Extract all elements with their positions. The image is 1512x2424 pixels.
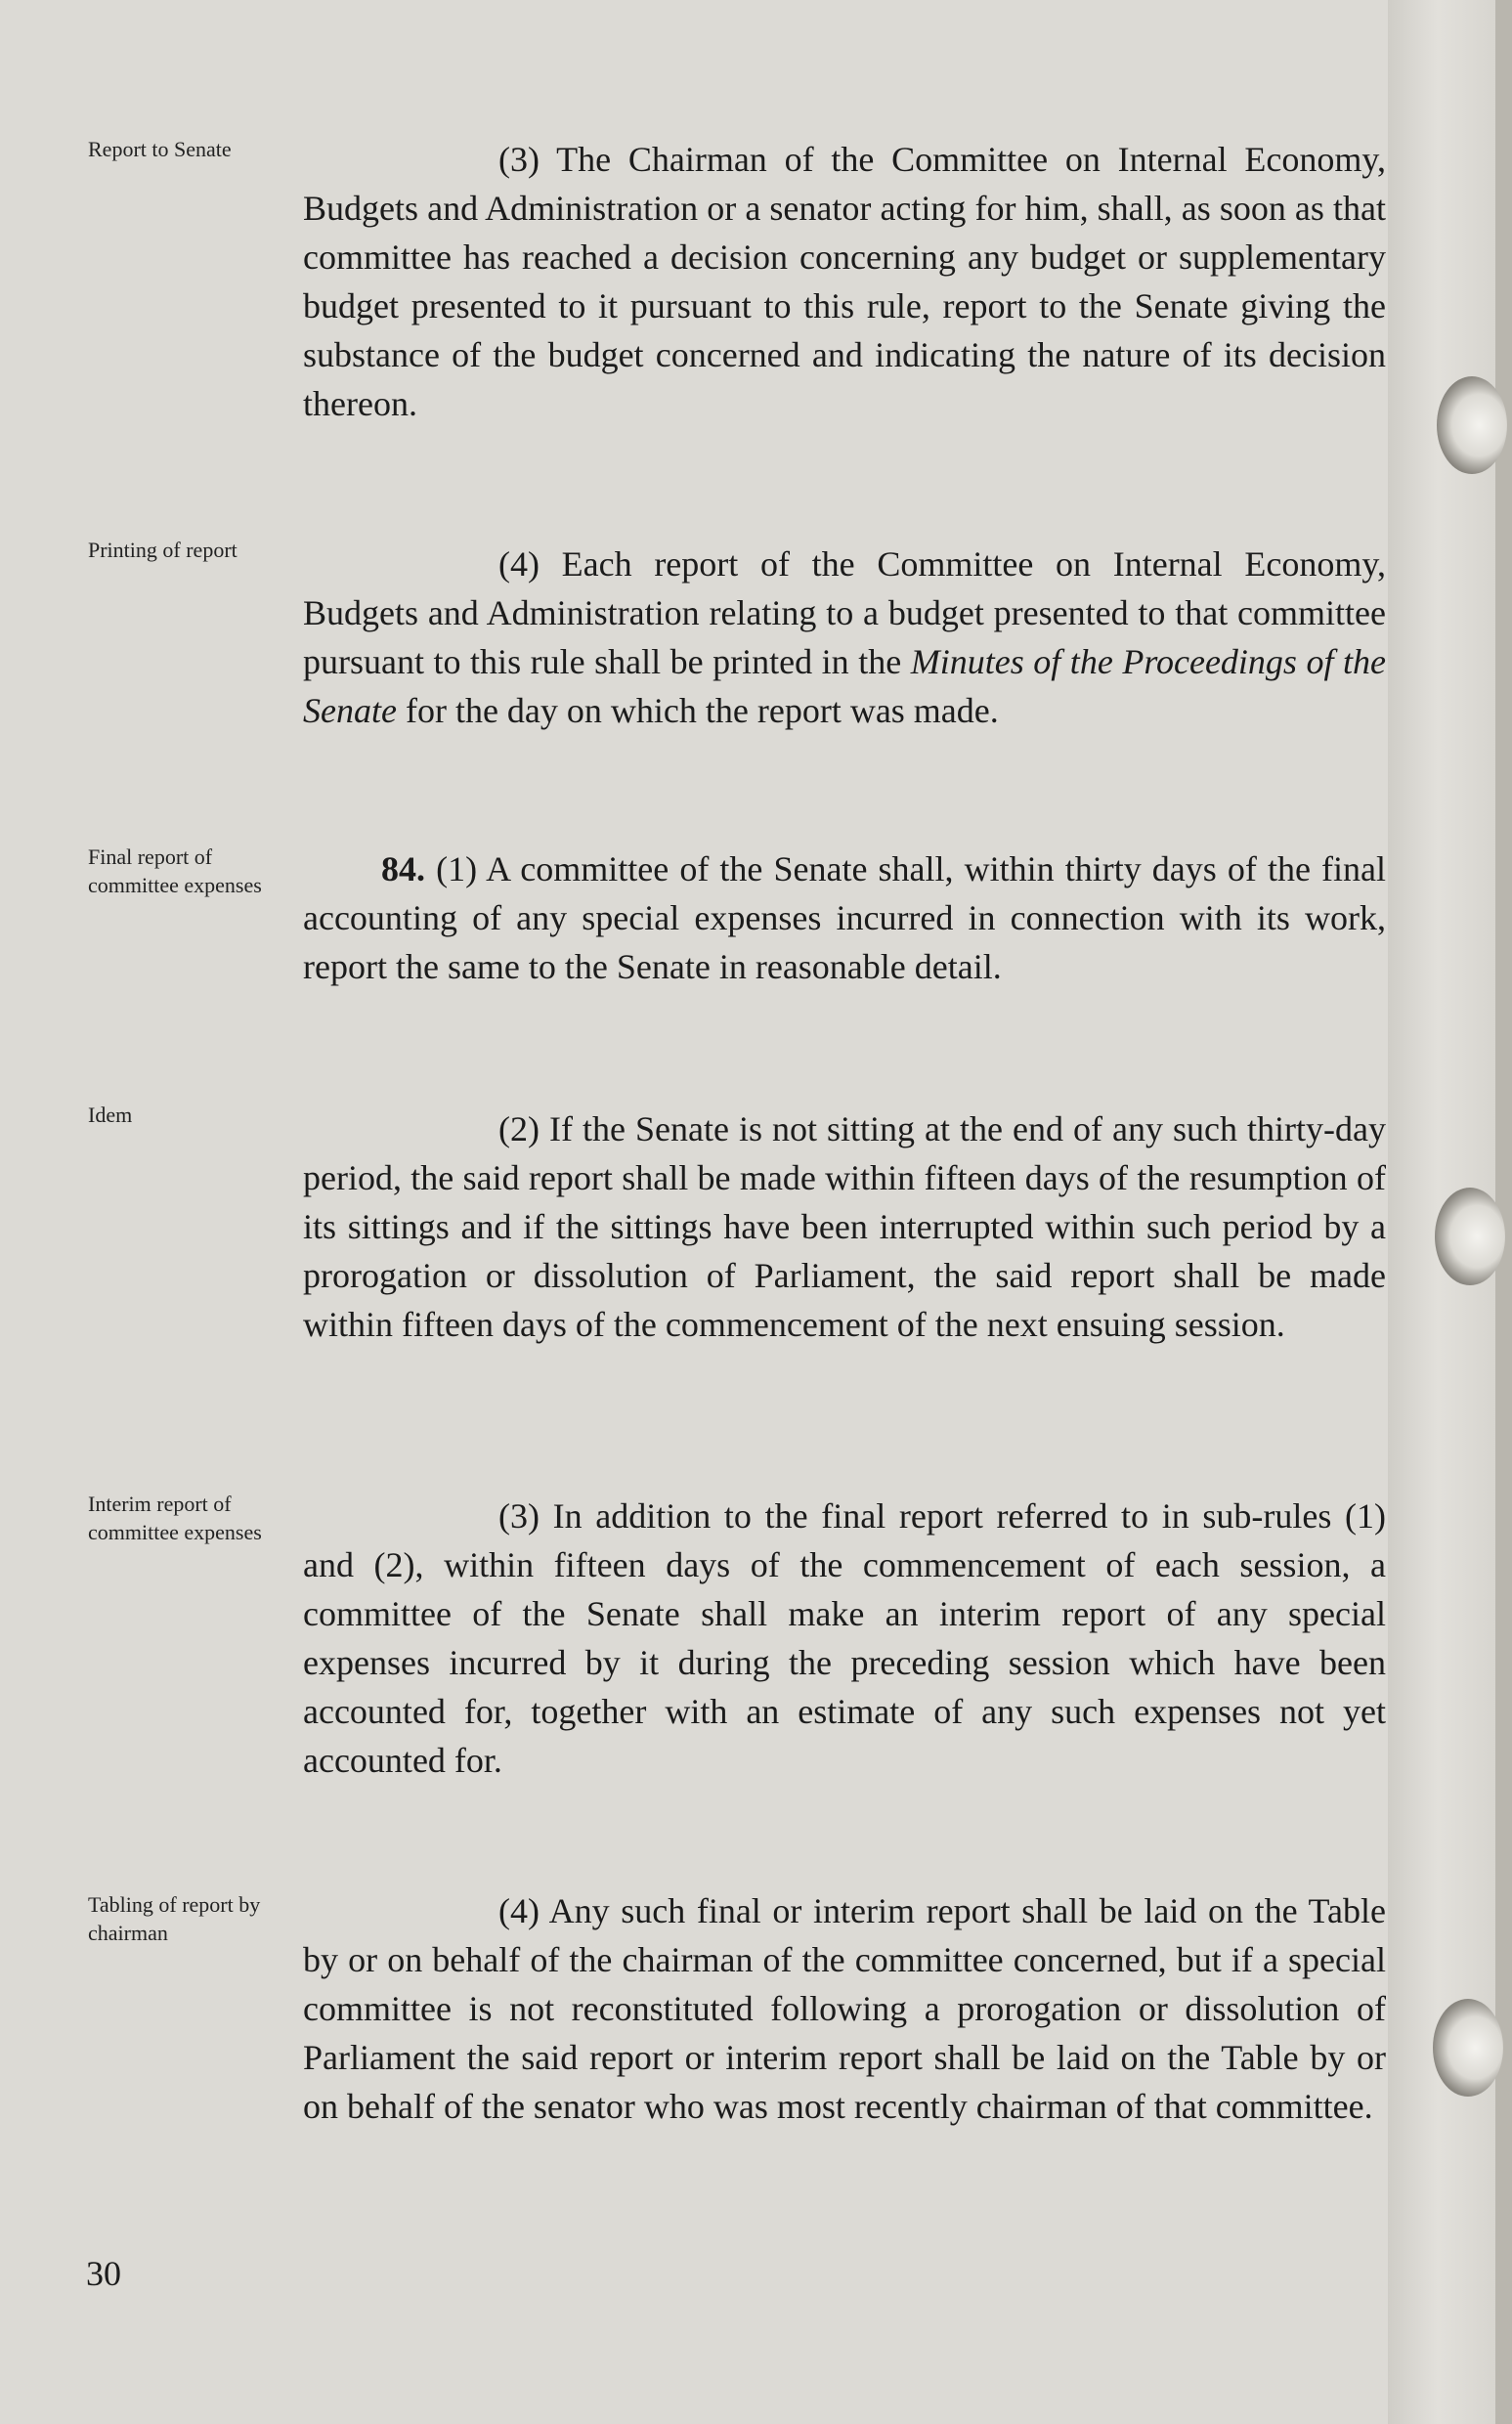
paragraph-text: (1) A committee of the Senate shall, within thirty days of the final accounting of any special expenses incurred in connection with its work, report the same to the Senate in reasonable detail. <box>303 849 1386 986</box>
punch-hole <box>1437 376 1507 474</box>
page-number: 30 <box>86 2254 121 2293</box>
sidenote-tabling-of-report: Tabling of report by chairman <box>88 1892 261 1945</box>
sidenote-printing-of-report: Printing of report <box>88 538 238 562</box>
punch-hole <box>1435 1188 1505 1285</box>
sidenote-report-to-senate: Report to Senate <box>88 137 232 161</box>
minutes-title: Minutes of the Proceedings of the Senate <box>303 642 1387 730</box>
sidenote-interim-report: Interim report of committee expenses <box>88 1492 262 1544</box>
paragraph-text: (3) The Chairman of the Committee on Internal Economy, Budgets and Administration or a senator acting for him, shall, as soon as that committee has reached a decision concerning any budget or supplementary budget presented to it pursuant to this rule, report to the Senate giving the substance of the budget concerned and indicating the nature of its decision thereon. <box>303 140 1386 423</box>
paragraph-interim-report <box>303 1492 1386 1785</box>
sidenote-idem: Idem <box>88 1103 133 1127</box>
paragraph-final-report <box>303 844 1386 991</box>
paragraph-idem <box>303 1104 1386 1349</box>
paragraph-text: (2) If the Senate is not sitting at the end of any such thirty-day period, the said report shall be made within fifteen days of the resumption of its sittings and if the sittings have been interrupted within such period by a prorogation or dissolution of Parliament, the said report shall be made within fifteen days of the commencement of the next ensuing session. <box>303 1109 1386 1344</box>
paragraph-text: (3) In addition to the final report referred to in sub-rules (1) and (2), within fifteen days of the commencement of each session, a committee of the Senate shall make an interim report of any special expenses incurred by it during the preceding session which have been accounted for, together with an estimate of any such expenses not yet accounted for. <box>303 1496 1386 1780</box>
paragraph-text: (4) Any such final or interim report shall be laid on the Table by or on behalf of the chairman of the committee concerned, but if a special committee is not reconstituted following a prorogation or dissolution of Parliament the said report or interim report shall be laid on the Table by or on behalf of the senator who was most recently chairman of that committee. <box>303 1891 1386 2126</box>
sidenote-final-report: Final report of committee expenses <box>88 844 262 897</box>
paragraph-tabling-of-report <box>303 1886 1386 2131</box>
paragraph-printing-of-report <box>303 540 1386 735</box>
paragraph-text: for the day on which the report was made. <box>396 691 999 730</box>
paragraph-report-to-senate <box>303 135 1386 428</box>
punch-hole <box>1433 1999 1503 2097</box>
rule-number: 84. <box>381 849 425 888</box>
paragraph-text: (4) Each report of the Committee on Internal Economy, Budgets and Administration relating to a budget presented to that committee pursuant to this rule shall be printed in the <box>303 544 1386 681</box>
